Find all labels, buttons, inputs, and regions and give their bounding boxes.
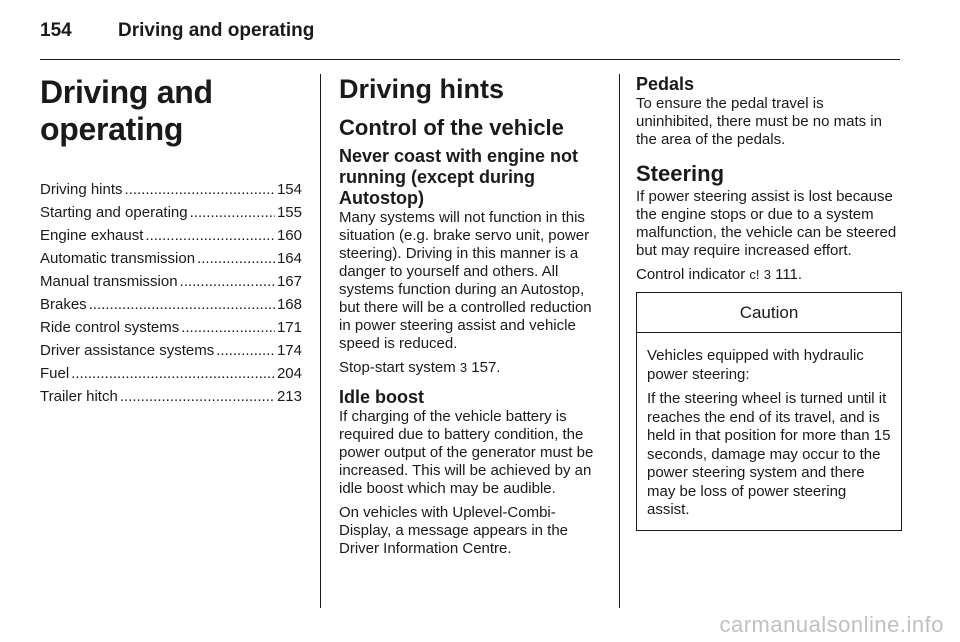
toc-leader-dots — [120, 385, 275, 408]
toc-item-label: Fuel — [40, 364, 70, 382]
idle-boost-body-2: On vehicles with Uplevel-Combi-Display, a message appears in the Driver Information Centre. — [339, 504, 569, 558]
toc-list — [40, 178, 302, 408]
toc-leader-dots — [181, 316, 275, 339]
column-divider — [320, 74, 321, 608]
stop-start-reference — [339, 359, 603, 377]
section-heading: Driving hints — [339, 74, 505, 104]
toc-leader-dots — [71, 362, 275, 385]
caution-body — [637, 333, 901, 530]
page-header — [40, 16, 900, 60]
toc-item-page: 155 — [276, 203, 302, 221]
stop-start-ref-page[interactable]: 157. — [471, 359, 501, 377]
toc-item-label: Driving hints — [40, 180, 123, 198]
toc-item[interactable] — [40, 316, 302, 339]
watermark: carmanualsonline.info — [719, 612, 944, 637]
toc-item-page: 160 — [276, 226, 302, 244]
toc-leader-dots — [190, 201, 275, 224]
toc-item[interactable] — [40, 362, 302, 385]
control-indicator-reference — [636, 266, 902, 284]
toc-item-label: Driver assistance systems — [40, 341, 215, 359]
toc-item[interactable] — [40, 293, 302, 316]
toc-leader-dots — [145, 224, 275, 247]
coast-warning-title: Never coast with engine not running (except during Autostop) — [339, 146, 579, 209]
coast-warning-body: Many systems will not function in this situation (e.g. brake servo unit, power steering). Driving in this manner is a danger to yourself and others. All systems function during an Autostop, but there will be a controlled reduction in power steering assist and vehicle speed is reduced. — [339, 209, 592, 353]
toc-item[interactable] — [40, 178, 302, 201]
toc-leader-dots — [216, 339, 275, 362]
toc-item-page: 154 — [276, 180, 302, 198]
running-title: Driving and operating — [118, 20, 315, 41]
steering-title: Steering — [636, 161, 725, 186]
steering-body: If power steering assist is lost because the engine stops or due to a system malfunction, the vehicle can be steered but may require increased effort. — [636, 188, 897, 260]
toc-item-page: 171 — [276, 318, 302, 336]
toc-item-page: 174 — [276, 341, 302, 359]
toc-item-label: Engine exhaust — [40, 226, 144, 244]
toc-item[interactable] — [40, 339, 302, 362]
toc-item[interactable] — [40, 201, 302, 224]
stop-start-ref-text: Stop-start system — [339, 359, 456, 377]
toc-item[interactable] — [40, 385, 302, 408]
page-number: 154 — [40, 20, 72, 41]
toc-item[interactable] — [40, 247, 302, 270]
toc-item-label: Manual transmission — [40, 272, 178, 290]
column-divider — [619, 74, 620, 608]
toc-item-page: 164 — [276, 249, 302, 267]
toc-leader-dots — [125, 178, 275, 201]
toc-item-page: 204 — [276, 364, 302, 382]
toc-leader-dots — [89, 293, 275, 316]
caution-box — [636, 292, 902, 531]
steering-warning-icon: c! — [749, 267, 760, 283]
toc-leader-dots — [197, 247, 275, 270]
idle-boost-body: If charging of the vehicle battery is required due to battery condition, the power output of the generator must be increased. This will be achieved by an idle boost which may be audible. — [339, 408, 594, 498]
toc-item-label: Brakes — [40, 295, 87, 313]
section-subheading: Control of the vehicle — [339, 115, 564, 141]
content-column-middle — [339, 74, 603, 564]
control-indicator-page[interactable]: 111. — [775, 266, 803, 284]
toc-column — [40, 74, 302, 408]
toc-item[interactable] — [40, 270, 302, 293]
toc-item-label: Ride control systems — [40, 318, 180, 336]
page-ref-arrow-icon: 3 — [763, 267, 771, 283]
chapter-title: Driving and operating — [40, 74, 213, 147]
caution-title: Caution — [637, 293, 901, 333]
toc-leader-dots — [180, 270, 275, 293]
pedals-body: To ensure the pedal travel is uninhibited, there must be no mats in the area of the pedals. — [636, 95, 882, 148]
toc-item-label: Starting and operating — [40, 203, 188, 221]
toc-item-label: Automatic transmission — [40, 249, 196, 267]
toc-item-label: Trailer hitch — [40, 387, 118, 405]
control-indicator-text: Control indicator — [636, 266, 746, 284]
toc-item[interactable] — [40, 224, 302, 247]
content-column-right — [636, 74, 902, 531]
caution-line-2: If the steering wheel is turned until it reaches the end of its travel, and is held in that position for more than 15 seconds, damage may occur to the power steering system and there may be loss of power steering assist. — [647, 390, 891, 519]
toc-item-page: 167 — [276, 272, 302, 290]
toc-item-page: 213 — [276, 387, 302, 405]
toc-item-page: 168 — [276, 295, 302, 313]
pedals-title: Pedals — [636, 74, 695, 94]
idle-boost-title: Idle boost — [339, 387, 424, 408]
caution-line-1: Vehicles equipped with hydraulic power steering: — [647, 347, 864, 383]
page-ref-arrow-icon: 3 — [459, 360, 468, 376]
